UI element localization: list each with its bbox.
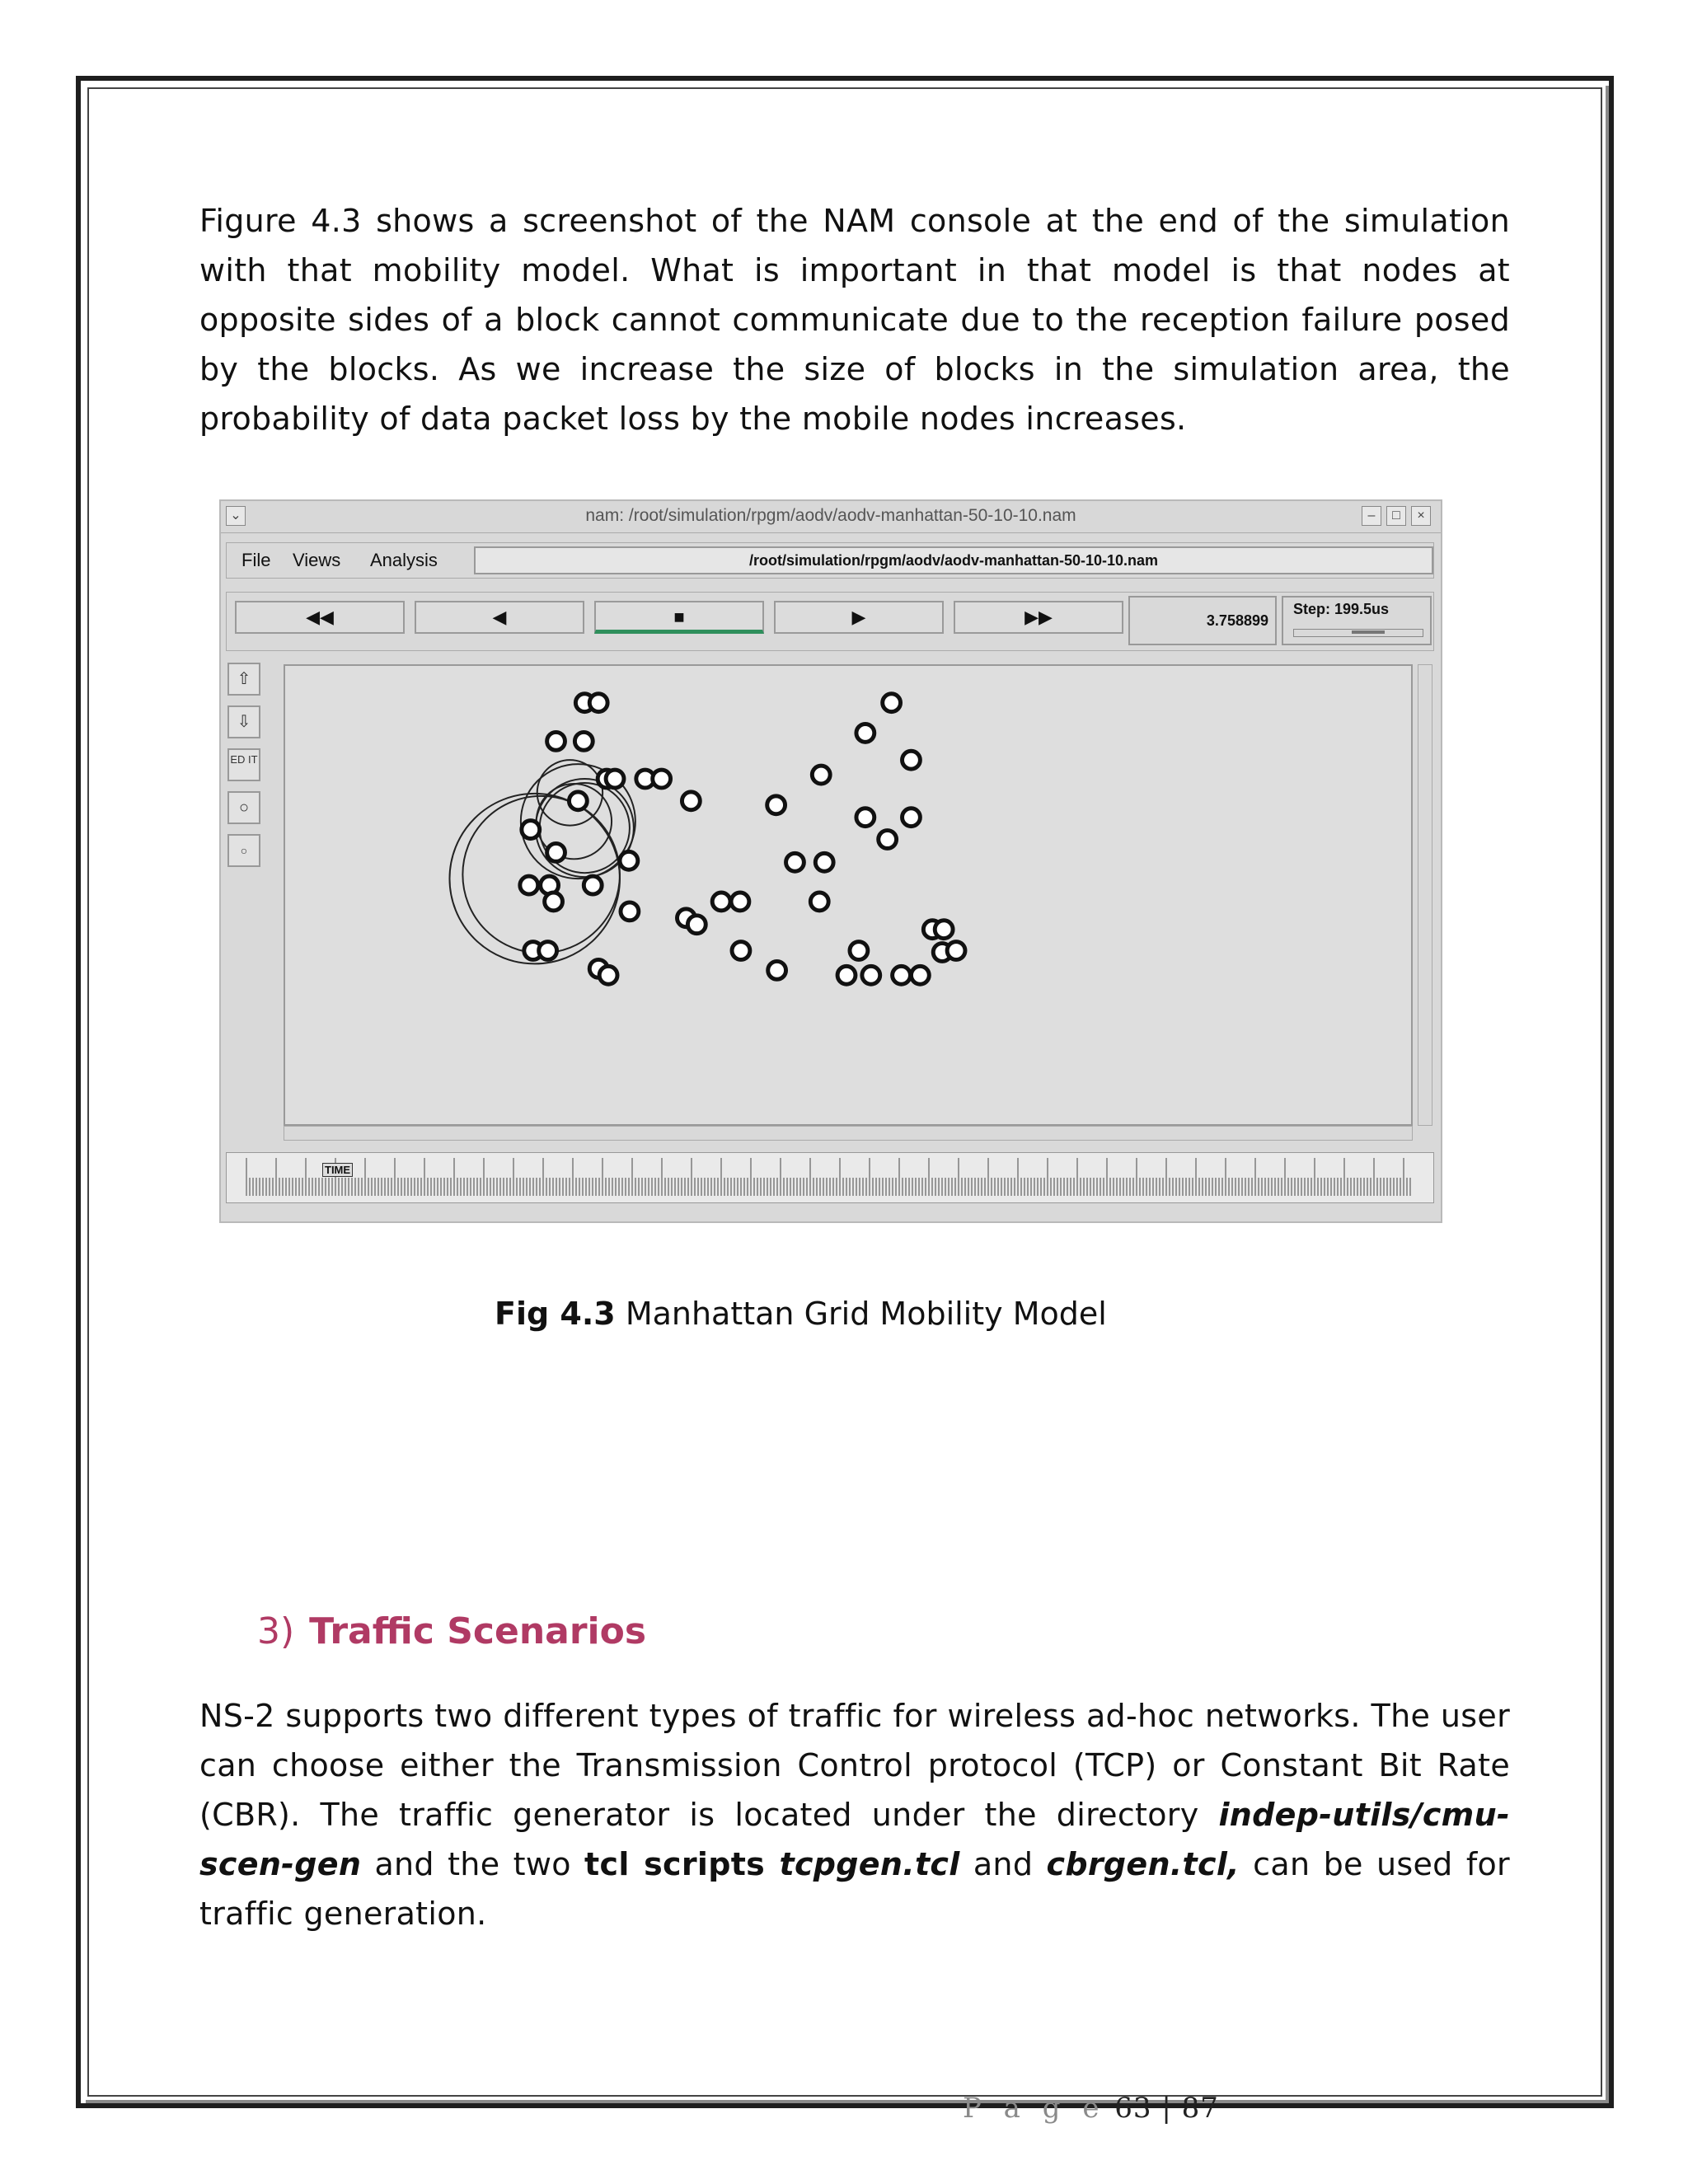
mobile-node[interactable]: [545, 893, 563, 911]
page-footer: P a g e 63 | 87: [963, 2092, 1219, 2125]
figure-caption: [495, 1296, 1107, 1332]
step-slider[interactable]: [1293, 629, 1423, 637]
mobile-node[interactable]: [883, 694, 901, 712]
tcl-scripts-label: tcl scripts: [584, 1846, 766, 1882]
mobile-node[interactable]: [856, 808, 874, 827]
zoom-in-icon[interactable]: ⇧: [227, 663, 260, 696]
mobile-nodes: [520, 694, 965, 984]
minimize-icon[interactable]: –: [1362, 506, 1381, 526]
mobile-node[interactable]: [539, 942, 557, 960]
menu-analysis[interactable]: Analysis: [370, 550, 438, 570]
mobile-node[interactable]: [620, 851, 638, 869]
mobile-node[interactable]: [732, 942, 750, 960]
simulation-time: 3.758899: [1128, 596, 1277, 645]
mobile-node[interactable]: [584, 876, 602, 894]
mobile-node[interactable]: [856, 724, 874, 742]
window-menu-icon[interactable]: ⌄: [226, 506, 246, 526]
nam-tool-column: [227, 663, 264, 898]
tcpgen-filename: tcpgen.tcl: [765, 1846, 960, 1882]
mobile-node[interactable]: [599, 966, 617, 984]
mobile-node[interactable]: [947, 942, 965, 960]
mobile-node[interactable]: [653, 770, 671, 788]
simulation-canvas[interactable]: [284, 664, 1413, 1126]
horizontal-scrollbar[interactable]: [284, 1126, 1413, 1141]
stop-button[interactable]: ■: [594, 601, 764, 634]
page-label: P a g e: [963, 2092, 1106, 2125]
edit-button[interactable]: ED IT: [227, 748, 260, 781]
mobile-node[interactable]: [768, 961, 786, 979]
mobile-node[interactable]: [893, 966, 911, 984]
maximize-icon[interactable]: □: [1386, 506, 1406, 526]
mobile-node[interactable]: [879, 831, 897, 849]
mobile-node[interactable]: [815, 853, 833, 871]
mobile-node[interactable]: [786, 853, 804, 871]
mobile-node[interactable]: [547, 732, 565, 750]
nam-file-path: /root/simulation/rpgm/aodv/aodv-manhattan-50-10-10.nam: [474, 546, 1433, 574]
step-back-button[interactable]: ◀: [415, 601, 584, 634]
close-icon[interactable]: ×: [1411, 506, 1431, 526]
mobile-node[interactable]: [522, 821, 540, 839]
range-circle: [462, 796, 620, 954]
mobile-node[interactable]: [935, 921, 953, 939]
mobile-node[interactable]: [767, 796, 785, 814]
mobile-node[interactable]: [574, 732, 593, 750]
text-run: can be used for traffic generation.: [199, 1846, 1510, 1932]
menu-views[interactable]: Views: [293, 550, 341, 570]
nam-console-screenshot: [219, 499, 1442, 1223]
section-number: 3): [257, 1610, 295, 1652]
menu-file[interactable]: File: [241, 550, 271, 570]
mobile-node[interactable]: [569, 792, 587, 810]
traffic-paragraph: [199, 1691, 1510, 1938]
mobile-node[interactable]: [911, 966, 929, 984]
step-control[interactable]: [1282, 596, 1432, 645]
mobile-node[interactable]: [810, 893, 828, 911]
mobile-node[interactable]: [812, 766, 830, 784]
rewind-button[interactable]: ◀◀: [235, 601, 405, 634]
mobile-node[interactable]: [903, 751, 921, 769]
mobile-node[interactable]: [547, 843, 565, 861]
page-total: 87: [1181, 2092, 1219, 2125]
section-heading: [257, 1610, 646, 1652]
nam-window-title: nam: /root/simulation/rpgm/aodv/aodv-manhattan-50-10-10.nam: [585, 506, 1076, 525]
text-run: and the two: [361, 1846, 585, 1882]
nam-titlebar: [221, 501, 1441, 533]
text-run: and: [959, 1846, 1047, 1882]
mobile-node[interactable]: [712, 893, 730, 911]
caption-text: Manhattan Grid Mobility Model: [615, 1296, 1107, 1332]
mobile-node[interactable]: [682, 792, 700, 810]
mobile-node[interactable]: [606, 770, 624, 788]
timeline-label: TIME: [322, 1163, 353, 1177]
timeline-ticks: [227, 1153, 1435, 1204]
mobile-node[interactable]: [837, 966, 856, 984]
intro-paragraph: Figure 4.3 shows a screenshot of the NAM console at the end of the simulation with that mobility model. What is important in that model is that nodes at opposite sides of a block cannot communicate due to the reception failure posed by the blocks. As we increase the size of blocks in the simulation area, the probability of data packet loss by the mobile nodes increases.: [199, 203, 1510, 437]
mobile-node[interactable]: [589, 694, 607, 712]
fast-forward-button[interactable]: ▶▶: [954, 601, 1123, 634]
mobile-node[interactable]: [850, 942, 868, 960]
nam-menubar: [226, 542, 1434, 579]
directory-path: indep-utils/cmu-scen-gen: [199, 1797, 1510, 1882]
play-button[interactable]: ▶: [774, 601, 944, 634]
node-circle-small-icon[interactable]: ○: [227, 834, 260, 867]
page-number: 63: [1114, 2092, 1152, 2125]
text-run: NS-2 supports two different types of traffic for wireless ad-hoc networks. The user can choose either the Transmission Control protocol (TCP) or Constant Bit Rate (CBR). The traffic generator is located under the directory: [199, 1698, 1510, 1833]
mobile-node[interactable]: [731, 893, 749, 911]
mobile-node[interactable]: [520, 876, 538, 894]
nam-playback-controls: [226, 592, 1434, 651]
mobile-node[interactable]: [621, 902, 639, 921]
nam-timeline[interactable]: [226, 1152, 1434, 1203]
caption-label: Fig 4.3: [495, 1296, 616, 1332]
mobile-node[interactable]: [862, 966, 880, 984]
section-title: Traffic Scenarios: [309, 1610, 647, 1652]
node-circle-large-icon[interactable]: ○: [227, 791, 260, 824]
transmission-ranges: [449, 760, 635, 963]
zoom-out-icon[interactable]: ⇩: [227, 705, 260, 738]
cbrgen-filename: cbrgen.tcl,: [1046, 1846, 1240, 1882]
step-label: Step: 199.5us: [1293, 601, 1390, 617]
vertical-scrollbar[interactable]: [1418, 664, 1432, 1126]
mobile-node[interactable]: [687, 916, 706, 934]
mobile-node[interactable]: [903, 808, 921, 827]
